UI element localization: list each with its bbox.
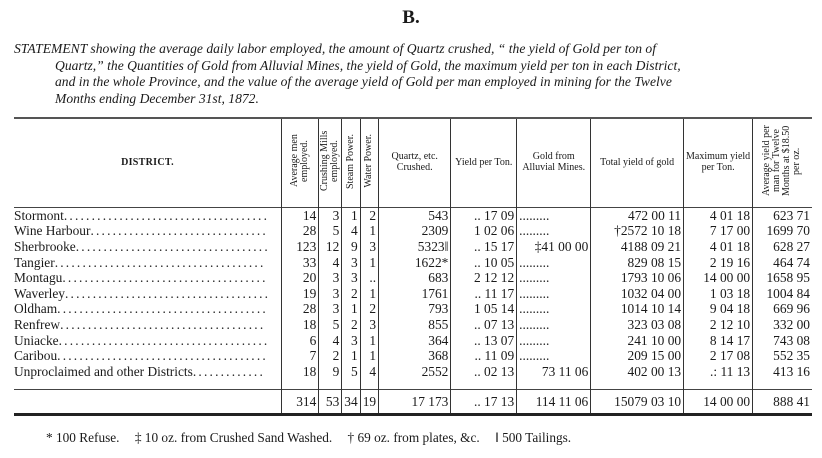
cell-steam: 2 (342, 317, 360, 333)
cell-avg-per-man: 1658 95 (753, 270, 812, 286)
cell-max-yield: 2 19 16 (684, 254, 753, 270)
cell-district (14, 332, 282, 348)
spacer-cell (684, 379, 753, 390)
cell-avg-per-man: 628 27 (753, 239, 812, 255)
spacer-cell (379, 379, 451, 390)
cell-avg-per-man: 1699 70 (753, 223, 812, 239)
header-water (360, 118, 378, 207)
cell-alluvial: ......... (517, 207, 591, 223)
district-name: Oldham (14, 301, 58, 317)
header-avg-men (282, 118, 319, 207)
cell-mills: 3 (319, 301, 342, 317)
cell-district (14, 254, 282, 270)
spacer-cell (14, 379, 282, 390)
total-gold: 15079 03 10 (591, 390, 684, 415)
footnote-sand: ‡ 10 oz. from Crushed Sand Washed. (134, 430, 333, 445)
cell-avg-per-man: 332 00 (753, 317, 812, 333)
cell-alluvial: ‡41 00 00 (517, 239, 591, 255)
cell-alluvial: ......... (517, 270, 591, 286)
header-quartz: Quartz, etc. Crushed. (379, 118, 451, 207)
cell-quartz: 1761 (379, 285, 451, 301)
cell-quartz: 543 (379, 207, 451, 223)
cell-district (14, 207, 282, 223)
cell-steam: 1 (342, 207, 360, 223)
cell-steam: 2 (342, 285, 360, 301)
cell-alluvial: ......... (517, 223, 591, 239)
cell-district (14, 270, 282, 286)
spacer-cell (360, 379, 378, 390)
total-quartz: 17 173 (379, 390, 451, 415)
cell-water: 1 (360, 223, 378, 239)
cell-total-gold: 829 08 15 (591, 254, 684, 270)
spacer-cell (342, 379, 360, 390)
header-avg-per-man (753, 118, 812, 207)
footnotes (46, 430, 583, 446)
cell-water: 2 (360, 207, 378, 223)
section-title: B. (402, 7, 420, 28)
district-name: Tangier (14, 254, 55, 270)
cell-avg-per-man: 464 74 (753, 254, 812, 270)
cell-quartz: 2552 (379, 363, 451, 379)
footnote-plates: † 69 oz. from plates, &c. (347, 430, 480, 445)
caption-line: Months ending December 31st, 1872. (55, 90, 259, 106)
cell-max-yield: 2 12 10 (684, 317, 753, 333)
leader-dots: ............. (192, 363, 265, 379)
cell-avg-men: 19 (282, 285, 319, 301)
cell-total-gold: 209 15 00 (591, 348, 684, 364)
leader-dots: ..................................... (62, 270, 268, 286)
district-name: Montagu (14, 270, 63, 286)
cell-quartz: 1622* (379, 254, 451, 270)
cell-steam: 3 (342, 254, 360, 270)
totals-row (14, 390, 812, 415)
header-avg-men-label: Average men employed. (289, 134, 311, 188)
cell-alluvial: ......... (517, 301, 591, 317)
cell-max-yield: 2 17 08 (684, 348, 753, 364)
cell-water: 1 (360, 285, 378, 301)
cell-avg-men: 7 (282, 348, 319, 364)
cell-max-yield: 14 00 00 (684, 270, 753, 286)
footnote-tailings: ‖ 500 Tailings. (495, 430, 572, 445)
cell-mills: 3 (319, 207, 342, 223)
cell-water: 1 (360, 254, 378, 270)
cell-mills: 12 (319, 239, 342, 255)
header-total: Total yield of gold (591, 118, 684, 207)
total-avg-per-man: 888 41 (753, 390, 812, 415)
cell-total-gold: 323 03 08 (591, 317, 684, 333)
caption-line: STATEMENT showing the average daily labor employed, the amount of Quartz crushed, “ the yield of Gold per ton of (14, 41, 656, 56)
table-caption (14, 41, 814, 107)
cell-yield: 1 02 06 (451, 223, 517, 239)
cell-alluvial: ......... (517, 317, 591, 333)
cell-mills: 3 (319, 270, 342, 286)
leader-dots: ................................ (90, 223, 268, 239)
table-row (14, 239, 812, 255)
total-water: 19 (360, 390, 378, 415)
cell-avg-per-man: 1004 84 (753, 285, 812, 301)
total-yield: .. 17 13 (451, 390, 517, 415)
cell-quartz: 855 (379, 317, 451, 333)
cell-total-gold: 472 00 11 (591, 207, 684, 223)
cell-steam: 9 (342, 239, 360, 255)
district-name: Waverley (14, 285, 65, 301)
table-row (14, 348, 812, 364)
cell-avg-men: 6 (282, 332, 319, 348)
cell-max-yield: 4 01 18 (684, 207, 753, 223)
cell-max-yield: 9 04 18 (684, 301, 753, 317)
district-name: Stormont (14, 207, 64, 223)
table-row (14, 207, 812, 223)
cell-max-yield: 8 14 17 (684, 332, 753, 348)
cell-steam: 1 (342, 348, 360, 364)
cell-total-gold: 402 00 13 (591, 363, 684, 379)
header-mills (319, 118, 342, 207)
cell-total-gold: 4188 09 21 (591, 239, 684, 255)
cell-steam: 3 (342, 332, 360, 348)
district-name: Renfrew (14, 316, 61, 332)
cell-water: 3 (360, 239, 378, 255)
cell-avg-per-man: 669 96 (753, 301, 812, 317)
table-row (14, 223, 812, 239)
header-row (14, 118, 812, 207)
cell-yield: 2 12 12 (451, 270, 517, 286)
leader-dots: ..................................... (63, 207, 270, 223)
spacer-cell (517, 379, 591, 390)
cell-avg-men: 18 (282, 317, 319, 333)
cell-max-yield: .: 11 13 (684, 363, 753, 379)
cell-yield: .. 02 13 (451, 363, 517, 379)
cell-avg-per-man: 552 35 (753, 348, 812, 364)
leader-dots: ..................................... (60, 316, 266, 332)
caption-line: Quartz,” the Quantities of Gold from Alluvial Mines, the yield of Gold, the maximum yield per ton in each District, (55, 57, 681, 73)
table-row (14, 254, 812, 270)
header-mills-label: Crushing Mills employed. (319, 130, 341, 192)
cell-steam: 3 (342, 270, 360, 286)
cell-mills: 5 (319, 223, 342, 239)
cell-yield: 1 05 14 (451, 301, 517, 317)
cell-yield: .. 11 17 (451, 285, 517, 301)
cell-mills: 3 (319, 285, 342, 301)
header-steam-label: Steam Power. (344, 133, 356, 189)
district-name: Wine Harbour (14, 223, 91, 239)
cell-steam: 1 (342, 301, 360, 317)
totals-label (14, 390, 282, 415)
table-row (14, 270, 812, 286)
district-name: Unproclaimed and other Districts (14, 363, 193, 379)
total-avg-men: 314 (282, 390, 319, 415)
gold-statement-table (14, 117, 812, 416)
cell-quartz: 683 (379, 270, 451, 286)
cell-avg-men: 123 (282, 239, 319, 255)
cell-avg-men: 28 (282, 301, 319, 317)
header-water-label: Water Power. (363, 134, 375, 188)
cell-max-yield: 4 01 18 (684, 239, 753, 255)
leader-dots: ...................................... (54, 254, 266, 270)
header-steam (342, 118, 360, 207)
cell-yield: .. 10 05 (451, 254, 517, 270)
table-row (14, 363, 812, 379)
header-alluvial: Gold from Alluvial Mines. (517, 118, 591, 207)
total-alluvial: 114 11 06 (517, 390, 591, 415)
total-steam: 34 (342, 390, 360, 415)
district-name: Sherbrooke (14, 238, 76, 254)
cell-district (14, 363, 282, 379)
cell-district (14, 239, 282, 255)
cell-water: 1 (360, 332, 378, 348)
spacer-cell (451, 379, 517, 390)
cell-max-yield: 7 17 00 (684, 223, 753, 239)
cell-quartz: 793 (379, 301, 451, 317)
spacer-cell (282, 379, 319, 390)
cell-district (14, 301, 282, 317)
cell-yield: .. 11 09 (451, 348, 517, 364)
cell-quartz: 364 (379, 332, 451, 348)
table-row (14, 301, 812, 317)
cell-avg-per-man: 413 16 (753, 363, 812, 379)
cell-district (14, 348, 282, 364)
cell-mills: 9 (319, 363, 342, 379)
cell-total-gold: 241 10 00 (591, 332, 684, 348)
cell-yield: .. 15 17 (451, 239, 517, 255)
spacer-cell (319, 379, 342, 390)
cell-water: 4 (360, 363, 378, 379)
cell-steam: 4 (342, 223, 360, 239)
cell-mills: 5 (319, 317, 342, 333)
cell-avg-per-man: 743 08 (753, 332, 812, 348)
cell-alluvial: ......... (517, 348, 591, 364)
header-district: DISTRICT. (121, 156, 174, 168)
cell-total-gold: †2572 10 18 (591, 223, 684, 239)
header-yield: Yield per Ton. (451, 118, 517, 207)
cell-avg-men: 18 (282, 363, 319, 379)
cell-water: .. (360, 270, 378, 286)
cell-alluvial: ......... (517, 332, 591, 348)
leader-dots: ...................................... (57, 301, 268, 317)
cell-district (14, 317, 282, 333)
header-avg-per-man-label: Average yield per man for Twelve Months at $18.50 per oz. (760, 125, 802, 197)
cell-water: 3 (360, 317, 378, 333)
header-max: Maximum yield per Ton. (684, 118, 753, 207)
cell-avg-men: 20 (282, 270, 319, 286)
spacer-row (14, 379, 812, 390)
cell-steam: 5 (342, 363, 360, 379)
cell-mills: 2 (319, 348, 342, 364)
cell-total-gold: 1014 10 14 (591, 301, 684, 317)
table-body (14, 207, 812, 390)
cell-avg-per-man: 623 71 (753, 207, 812, 223)
cell-total-gold: 1793 10 06 (591, 270, 684, 286)
table-row (14, 285, 812, 301)
table-row (14, 332, 812, 348)
cell-quartz: 5323‖ (379, 239, 451, 255)
district-name: Caribou (14, 348, 58, 364)
total-max: 14 00 00 (684, 390, 753, 415)
cell-yield: .. 13 07 (451, 332, 517, 348)
caption-line: and in the whole Province, and the value of the average yield of Gold per man employed in mining for the Twelve (55, 74, 672, 89)
leader-dots: ..................................... (64, 285, 271, 301)
cell-quartz: 368 (379, 348, 451, 364)
cell-yield: .. 17 09 (451, 207, 517, 223)
cell-avg-men: 28 (282, 223, 319, 239)
leader-dots: ................................... (75, 238, 270, 254)
cell-alluvial: ......... (517, 254, 591, 270)
cell-max-yield: 1 03 18 (684, 285, 753, 301)
cell-alluvial: 73 11 06 (517, 363, 591, 379)
spacer-cell (753, 379, 812, 390)
footnote-refuse: * 100 Refuse. (46, 430, 120, 445)
table-row (14, 317, 812, 333)
cell-mills: 4 (319, 254, 342, 270)
cell-water: 1 (360, 348, 378, 364)
district-name: Uniacke (14, 332, 59, 348)
cell-yield: .. 07 13 (451, 317, 517, 333)
leader-dots: ...................................... (58, 332, 270, 348)
cell-avg-men: 33 (282, 254, 319, 270)
cell-district (14, 285, 282, 301)
cell-district (14, 223, 282, 239)
total-mills: 53 (319, 390, 342, 415)
cell-avg-men: 14 (282, 207, 319, 223)
leader-dots: ...................................... (57, 348, 268, 364)
cell-water: 2 (360, 301, 378, 317)
cell-mills: 4 (319, 332, 342, 348)
spacer-cell (591, 379, 684, 390)
cell-alluvial: ......... (517, 285, 591, 301)
cell-quartz: 2309 (379, 223, 451, 239)
cell-total-gold: 1032 04 00 (591, 285, 684, 301)
